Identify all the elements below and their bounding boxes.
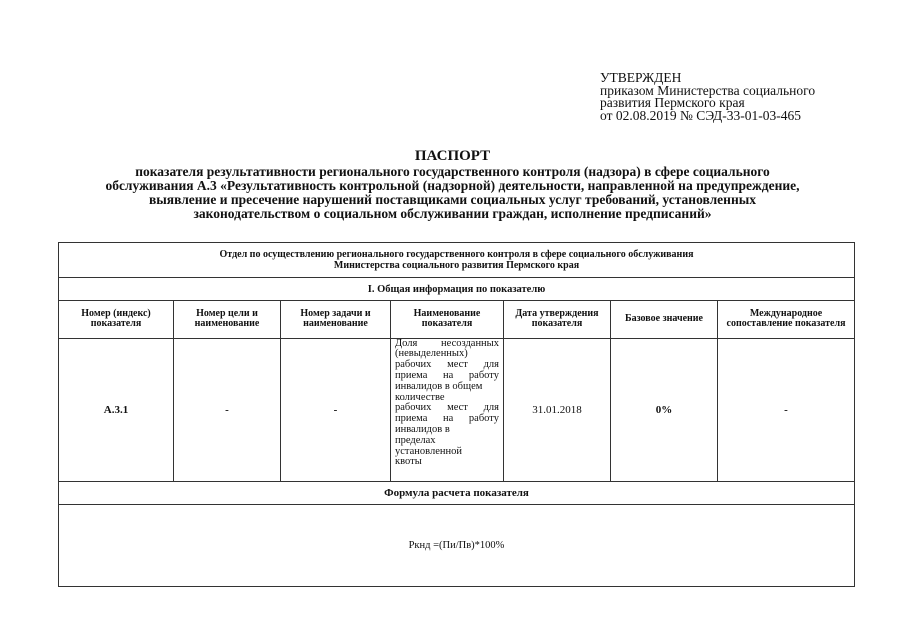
approval-title: УТВЕРЖДЕН: [600, 70, 682, 85]
approval-line-1: приказом Министерства социального: [600, 82, 816, 98]
document-subtitle-line-4: законодательством о социальном обслуживании граждан, исполнение предписаний»: [193, 206, 712, 221]
document-title: ПАСПОРТ: [414, 148, 491, 164]
formula-cell: [59, 505, 855, 587]
indicator-name-line: приема на работу: [395, 413, 499, 425]
indicator-name-line: инвалидов в: [395, 423, 450, 435]
header-task: Номер задачи и наименование: [281, 301, 391, 338]
department-line-2: Министерства социального развития Пермского края: [333, 260, 580, 272]
cell-international: -: [718, 338, 855, 482]
indicator-name-line: Доля несозданных: [395, 337, 499, 349]
cell-index: А.3.1: [59, 338, 174, 482]
cell-task: -: [281, 338, 391, 482]
indicator-name-line: приема на работу: [395, 369, 499, 381]
document-heading: [55, 148, 850, 221]
approval-line-2: развития Пермского края: [600, 95, 745, 110]
document-subtitle-line-3: выявление и пресечение нарушений поставщиками социальных услуг требований, установленных: [148, 192, 757, 207]
indicator-name-line: рабочих мест для: [395, 359, 499, 371]
header-goal: Номер цели и наименование: [174, 301, 281, 338]
department-line-1: Отдел по осуществлению регионального государственного контроля в сфере социального обслуживания: [219, 249, 694, 261]
indicator-name-line: рабочих мест для: [395, 402, 499, 414]
header-date: Дата утверждения показателя: [504, 301, 611, 338]
cell-goal: -: [174, 338, 281, 482]
indicator-name-line: (невыделенных): [395, 348, 468, 360]
indicator-name-line: количестве: [395, 391, 445, 403]
header-name: Наименование показателя: [391, 301, 504, 338]
formula-text: Ркнд =(Пи/Пв)*100%: [408, 540, 505, 552]
department-cell: [59, 243, 855, 278]
document-subtitle-line-1: показателя результативности регионального государственного контроля (надзора) в сфере социального: [135, 164, 770, 179]
approval-stamp: [600, 72, 815, 122]
cell-approval-date: 31.01.2018: [504, 338, 611, 482]
indicator-name-line: инвалидов в общем: [395, 380, 483, 392]
cell-indicator-name: [391, 338, 504, 482]
section-general-info: I. Общая информация по показателю: [59, 278, 855, 301]
indicator-name-line: квоты: [395, 456, 422, 468]
header-base-value: Базовое значение: [611, 301, 718, 338]
formula-header: Формула расчета показателя: [59, 482, 855, 505]
indicator-name-line: пределах: [395, 434, 436, 446]
header-international: Международное сопоставление показателя: [718, 301, 855, 338]
approval-line-3: от 02.08.2019 № СЭД-33-01-03-465: [600, 107, 801, 123]
indicator-name-line: установленной: [395, 445, 462, 457]
document-subtitle-line-2: обслуживания А.3 «Результативность контрольной (надзорной) деятельности, направленной на предупреждение,: [105, 178, 800, 193]
cell-base-value: 0%: [611, 338, 718, 482]
passport-table: [58, 242, 855, 587]
header-index: Номер (индекс) показателя: [59, 301, 174, 338]
